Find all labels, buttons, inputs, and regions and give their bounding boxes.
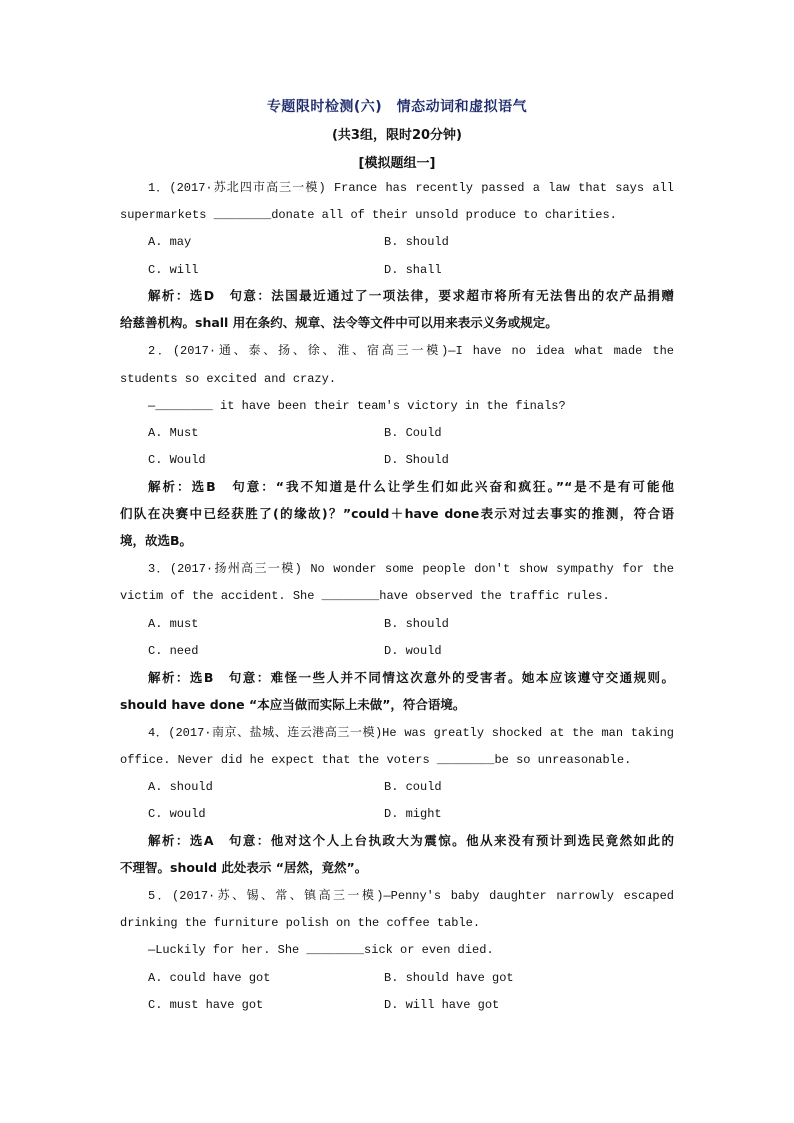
q3-analysis-line1: 解析：选B 句意：难怪一些人并不同情这次意外的受害者。她本应该遵守交通规则。 bbox=[148, 670, 674, 685]
q5-option-d: D. will have got bbox=[384, 998, 500, 1012]
q1-stem-line2: supermarkets ________donate all of their unsold produce to charities. bbox=[120, 208, 617, 222]
q3-option-d: D. would bbox=[384, 644, 442, 658]
group-heading: [模拟题组一] bbox=[358, 156, 436, 171]
q4-stem-line2: office. Never did he expect that the voters ________be so unreasonable. bbox=[120, 753, 632, 767]
q2-stem-line2: students so excited and crazy. bbox=[120, 372, 337, 386]
q2-analysis-line1: 解析：选B 句意：“我不知道是什么让学生们如此兴奋和疯狂。”“是不是有可能他 bbox=[148, 479, 674, 494]
q4-analysis-line1: 解析：选A 句意：他对这个人上台执政大为震惊。他从来没有预计到选民竟然如此的 bbox=[148, 833, 674, 848]
q3-analysis-line2: should have done “本应当做而实际上未做”，符合语境。 bbox=[120, 697, 466, 712]
q4-option-a: A. should bbox=[148, 780, 213, 794]
q4-analysis-line2: 不理智。should 此处表示 “居然，竟然”。 bbox=[120, 860, 368, 875]
q3-stem-line2: victim of the accident. She ________have observed the traffic rules. bbox=[120, 589, 610, 603]
q3-stem-line1: 3．(2017·扬州高三一模) No wonder some people don't show sympathy for the bbox=[148, 562, 674, 576]
q2-option-d: D. Should bbox=[384, 453, 449, 467]
q2-option-a: A. Must bbox=[148, 426, 199, 440]
q4-option-c: C. would bbox=[148, 807, 206, 821]
q2-analysis-line3: 境，故选B。 bbox=[120, 533, 193, 548]
q1-option-a: A. may bbox=[148, 235, 192, 249]
page-title: 专题限时检测(六) 情态动词和虚拟语气 bbox=[266, 99, 528, 115]
q2-option-b: B. Could bbox=[384, 426, 442, 440]
q1-option-b: B. should bbox=[384, 235, 449, 249]
q2-option-c: C. Would bbox=[148, 453, 206, 467]
q2-stem-line3: —________ it have been their team's victory in the finals? bbox=[148, 399, 566, 413]
q1-option-c: C. will bbox=[148, 263, 199, 277]
q1-analysis-line2: 给慈善机构。shall 用在条约、规章、法令等文件中可以用来表示义务或规定。 bbox=[120, 315, 558, 330]
q5-option-a: A. could have got bbox=[148, 971, 271, 985]
q4-option-b: B. could bbox=[384, 780, 442, 794]
q5-stem-line1: 5．(2017·苏、锡、常、镇高三一模)—Penny's baby daughter narrowly escaped bbox=[148, 889, 674, 903]
q3-option-a: A. must bbox=[148, 617, 199, 631]
q1-stem-line1: 1．(2017·苏北四市高三一模) France has recently passed a law that says all bbox=[148, 181, 674, 195]
q1-option-d: D. shall bbox=[384, 263, 442, 277]
q3-option-b: B. should bbox=[384, 617, 449, 631]
q5-stem-line3: —Luckily for her. She ________sick or even died. bbox=[148, 943, 494, 957]
q4-option-d: D. might bbox=[384, 807, 442, 821]
q5-option-b: B. should have got bbox=[384, 971, 514, 985]
q1-analysis-line1: 解析：选D 句意：法国最近通过了一项法律，要求超市将所有无法售出的农产品捐赠 bbox=[148, 288, 674, 303]
q5-option-c: C. must have got bbox=[148, 998, 264, 1012]
q5-stem-line2: drinking the furniture polish on the coffee table. bbox=[120, 916, 481, 930]
q3-option-c: C. need bbox=[148, 644, 199, 658]
q2-stem-line1: 2．(2017·通、泰、扬、徐、淮、宿高三一模)—I have no idea what made the bbox=[148, 344, 674, 358]
q2-analysis-line2: 们队在决赛中已经获胜了(的缘故)？”could＋have done表示对过去事实的推测，符合语 bbox=[120, 506, 674, 521]
q4-stem-line1: 4．(2017·南京、盐城、连云港高三一模)He was greatly shocked at the man taking bbox=[148, 726, 674, 740]
page-subtitle: (共3组，限时20分钟) bbox=[331, 128, 463, 143]
